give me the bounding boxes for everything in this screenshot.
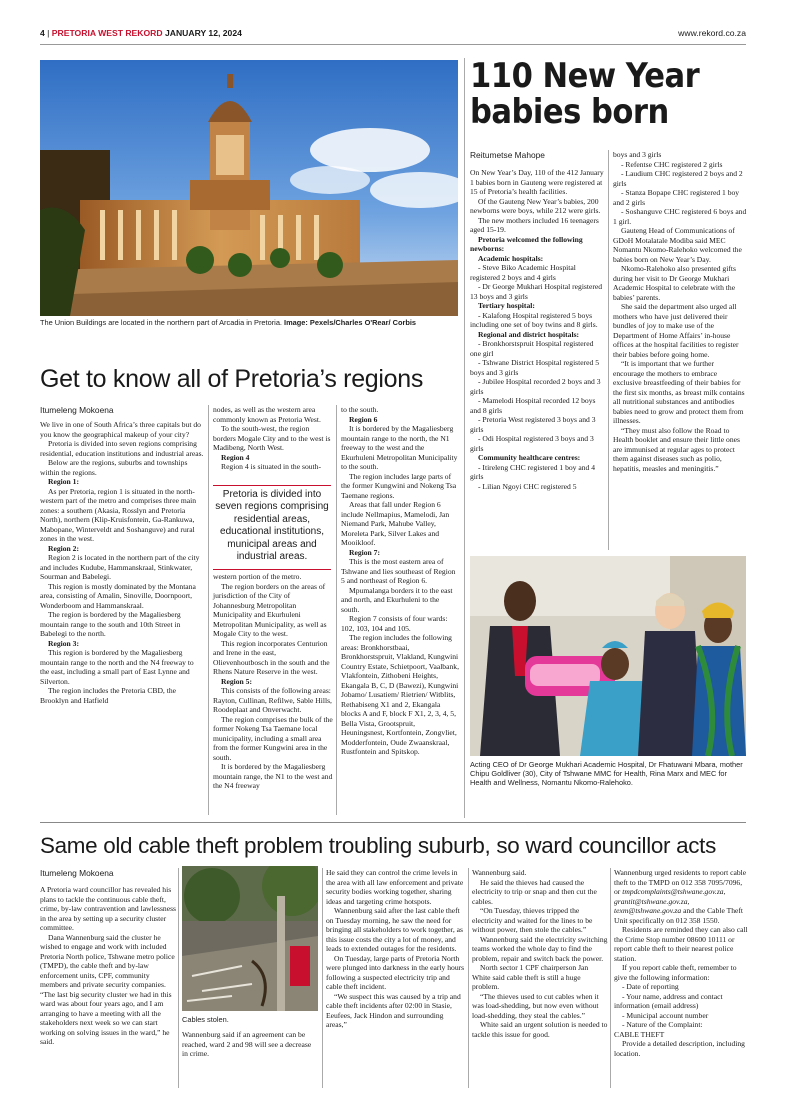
publication-name: PRETORIA WEST REKORD [51,28,163,38]
paragraph: He said the thieves had caused the electricity to trip or snap and then cut the cables. [472,877,597,906]
column-divider [336,405,337,815]
paragraph: A Pretoria ward councillor has revealed his plans to tackle the continuous cable theft, crime, by-law contravention and lawlessness in the area by setting up a security cluster committee. [40,885,177,932]
paragraph: - Tshwane District Hospital registered 5 boys and 3 girls [470,358,600,377]
subheading: Pretoria welcomed the following newborns: [470,234,583,253]
paragraph: North sector 1 CPF chairperson Jan White said cable theft is still a huge problem. [472,963,589,991]
website-url: www.rekord.co.za [678,28,746,38]
paragraph: To the south-west, the region borders Mogale City and to the west is Madibeng, North West. [213,424,331,452]
section-rule [40,822,746,823]
paragraph: - Kalafong Hospital registered 5 boys including one set of boy twins and 8 girls. [470,310,598,329]
cable-byline: Itumeleng Mokoena [40,868,114,878]
paragraph: - Your name, address and contact information (email address) [614,991,723,1010]
cable-photo-caption: Cables stolen. [182,1015,229,1024]
subheading: Region 7: [349,547,381,557]
column-divider [322,868,323,1088]
paragraph: Wannenburg said if an agreement can be reached, ward 2 and 98 will see a decrease in crime. [182,1030,312,1058]
regions-pull-quote: Pretoria is divided into seven regions comprising residential areas, educational institutions, municipal areas and industrial areas. [213,485,331,570]
page-number: 4 [40,28,45,38]
regions-column-2b [213,572,333,791]
paragraph: nodes, as well as the western area commonly known as Pretoria West. [213,405,321,424]
paragraph: - Date of reporting [622,982,679,991]
stolen-cables-photo [182,866,318,1011]
paragraph: - Nature of the Complaint: [622,1020,703,1029]
column-divider [610,868,611,1088]
paragraph: - Laudium CHC registered 2 boys and 2 girls [613,169,743,188]
regions-headline: Get to know all of Pretoria’s regions [40,365,424,393]
column-divider [608,150,609,550]
paragraph: The new mothers included 16 teenagers aged 15-19. [470,215,599,234]
regions-column-1 [40,420,204,705]
paragraph: The region is bordered by the Magaliesberg mountain range to the south and 10th Street in Babelegi to the north. [40,610,181,638]
paragraph: This region is bordered by the Magaliesberg mountain range to the north and the N4 freeway to the east, including a small part of East Lynne and Silverton. [40,648,194,686]
paragraph: The region includes large parts of the former Kungwini and Nokeng Tsa Taemane regions. [341,471,457,500]
paragraph: Region 2 is located in the northern part of the city and includes Kudube, Hammanskraal, Stinkwater, Sourman and Babelegi. [40,553,200,581]
paragraph: The region comprises the bulk of the former Nokeng Tsa Taemane local municipality, including a small area from the former Kungwini area in the south. [213,714,333,762]
paragraph: “The thieves used to cut cables when it was load-shedding, but now even without load-shedding, they steal the cables.” [472,991,599,1020]
paragraph: Region 4 is situated in the south- [221,462,321,471]
paragraph: western portion of the metro. [213,572,302,581]
subheading: Region 2: [48,543,80,553]
subheading: Tertiary hospital: [478,301,535,310]
column-divider [178,868,179,1088]
paragraph: If you report cable theft, remember to give the following information: [614,963,737,982]
page-header: 4 | PRETORIA WEST REKORD JANUARY 12, 2024 www.rekord.co.za [40,28,746,38]
paragraph: - Refentse CHC registered 2 girls [621,159,723,169]
paragraph: We live in one of South Africa’s three capitals but do you know the geographical makeup of your city? [40,420,201,439]
cable-column-3 [326,868,466,1030]
column-divider [208,405,209,815]
babies-byline: Reitumetse Mahope [470,150,545,160]
paragraph: Areas that fall under Region 6 include Nellmapius, Mamelodi, Jan Niemand Park, Mahube Valley, Moreleta Park, Silver Lakes and Mooikloof. [341,500,450,547]
paragraph: “It is important that we further encourage the mothers to embrace exclusive breastfeeding of their babies for the first six months, as breast milk contains all nutritional substances and antibodies babies need to grow and protect them from illnesses. [613,359,745,425]
paragraph: Residents are reminded they can also call the Crime Stop number 08600 10111 or report cable theft to their nearest police station. [614,925,748,963]
paragraph: - Itireleng CHC registered 1 boy and 4 girls [470,462,596,481]
cable-col5-intro: Wannenburg urged residents to report cable theft to the TMPD on 012 358 7095/7096, or tmpdcomplaints@tshwane.gov.za, grantit@tshwane.gov.za, texm@tshwane.gov.za and the Cable Theft Unit specifically on 012 358 1550. [614,868,747,925]
paragraph: The region borders on the areas of jurisdiction of the City of Johannesburg Metropolitan Municipality and Ekurhuleni Metropolitan Municipality, as well as Mogale City to the west. [213,581,327,638]
paragraph: Dana Wannenburg said the cluster he wished to engage and work with included Pretoria North police, Tshwane metro police (TMPD), the cable theft and by-law enforcement units, CPF, community members and private security companies. “The last big security cluster we had in this ward was about four years ago, and I am arranging to have a meeting with all the stakeholders next week so we can start working on solving issues in the ward,” he said. [40,932,175,1046]
paragraph: This region incorporates Centurion and Irene in the east, Olievenhoutbosch in the south and the Rhens Nature Reserve in the west. [213,638,330,676]
paragraph: - Stanza Bopape CHC registered 1 boy and 2 girls [613,188,740,207]
paragraph: - Dr George Mukhari Hospital registered 13 boys and 3 girls [470,282,603,301]
babies-headline: 110 New Year babies born [470,56,700,132]
paragraph: Wannenburg said. [472,868,527,877]
paragraph: As per Pretoria, region 1 is situated in the north-western part of the metro and comprises three main zones: a southern (Akasia, Rosslyn and Pretoria North), northern (Klip-Kruisfontein, Ga-Rankuwa, Mabopane, Winterveldt and Soshanguve) and rural zones in the west. [40,486,197,543]
babies-column-1 [470,168,605,491]
paragraph: - Soshanguve CHC registered 6 boys and 1 girl. [613,207,747,226]
regions-column-3 [341,405,459,757]
regions-byline: Itumeleng Mokoena [40,405,114,415]
paragraph: He said they can control the crime levels in the area with all law enforcement and private security bodies working together, sharing ideas and targeting crime hotspots. [326,868,464,906]
subheading: Academic hospitals: [478,253,544,263]
paragraph: - Pretoria West registered 3 boys and 3 girls [470,415,596,434]
paragraph: On Tuesday, large parts of Pretoria North were plunged into darkness in the early hours following a suspected electricity trip and cable theft incident. [326,953,465,991]
regions-photo-credit: Image: Pexels/Charles O'Rear/ Corbis [284,318,417,327]
cable-column-5 [614,868,748,1058]
paragraph: - Odi Hospital registered 3 boys and 3 girls [470,434,594,453]
issue-date: JANUARY 12, 2024 [164,28,242,38]
paragraph: - Lilian Ngoyi CHC registered 5 [478,481,577,491]
paragraph: Below are the regions, suburbs and townships within the regions. [40,458,188,477]
paragraph: Region 7 consists of four wards: 102, 103, 104 and 105. [341,614,448,633]
paragraph: - Municipal account number [622,1010,709,1020]
section-divider [464,58,465,818]
cable-column-2 [182,1030,318,1059]
paragraph: The region includes the following areas: Bronkhorstbaai, Bronkhorstspruit, Vlakland, Kungwini Country Estate, Schietpoort, Vaalbank, Vlakfontein, Zithobeni Heights, Ekangala B, C, D (Bawezi), Kungwini Jobamo/ Lusatiem/ Rietrien/ Witblits, Rethabiseng X1 and 2, Ekangala blocks A and F, block F X1, 2, 3, 4, 5, Bella Vista, Grootspruit, Heuningsnest, Kortfontein, Zongvliet, Modderfontein, Oude Zwaanskraal, Rustfontein and Spitskop. [341,633,459,756]
paragraph: This is the most eastern area of Tshwane and lies southeast of Region 5 and northeast of Region 6. [341,557,456,585]
subheading: Region 6 [349,414,378,424]
paragraph: CABLE THEFT [614,1029,665,1039]
cable-column-1 [40,885,178,1047]
paragraph: Nkomo-Ralehoko also presented gifts during her visit to Dr George Mukhari Academic Hospital to celebrate with the babies’ parents. [613,264,736,302]
paragraph: She said the department also urged all mothers who have just delivered their bundles of joy to make use of the Department of Home Affairs’ in-house offices at the hospital facilities to register their babies before going home. [613,302,739,359]
paragraph: It is bordered by the Magaliesberg mountain range, the N1 to the west and the N4 freeway [213,762,333,790]
subheading: Region 4 [221,452,250,462]
paragraph: “They must also follow the Road to Health booklet and ensure their little ones are immunised at regular ages to protect them against diseases such as polio, hepatitis, measles and meningitis.” [613,425,740,473]
header-rule [40,44,746,45]
subheading: Regional and district hospitals: [478,329,580,339]
hospital-visit-photo [470,556,746,756]
union-buildings-photo [40,60,458,316]
paragraph: Gauteng Head of Communications of GDoH Motalatale Modiba said MEC Nomantu Nkomo-Ralehoko welcomed the babies born on New Year’s Day. [613,226,742,264]
cable-column-4 [472,868,608,1039]
paragraph: - Jubilee Hospital recorded 2 boys and 3 girls [470,377,601,396]
paragraph: Pretoria is divided into seven regions comprising residential, education institutions and industrial areas. [40,439,204,458]
paragraph: “We suspect this was caused by a trip and cable theft incidents after 02:00 in Stasie, Eeufees, Jack Hindon and surrounding areas,” [326,991,461,1029]
paragraph: On New Year’s Day, 110 of the 412 January 1 babies born in Gauteng were registered at 15 of Pretoria’s health facilities. [470,168,604,196]
subheading: Community healthcare centres: [478,453,581,462]
paragraph: Provide a detailed description, including location. [614,1039,745,1058]
subheading: Region 5: [221,676,253,686]
paragraph: to the south. [341,405,379,414]
babies-photo-caption: Acting CEO of Dr George Mukhari Academic Hospital, Dr Fhatuwani Mbara, mother Chipu Goldliver (30), City of Tshwane MMC for Health, Rina Marx and MEC for Health and Wellness, Nomantu Nkomo-Ralehoko. [470,760,743,787]
babies-column-2 [613,150,747,473]
paragraph: Of the Gauteng New Year’s babies, 200 newborns were boys, while 212 were girls. [470,196,601,215]
paragraph: This consists of the following areas: Rayton, Cullinan, Refilwe, Sable Hills, Roodeplaat and Onverwacht. [213,686,332,714]
paragraph: - Bronkhorstspruit Hospital registered one girl [470,339,594,358]
paragraph: The region includes the Pretoria CBD, the Brooklyn and Hatfield [40,686,177,705]
paragraph: Mpumalanga borders it to the east and north, and Ekurhuleni to the south. [341,585,453,614]
regions-column-2a [213,405,333,472]
subheading: Region 3: [48,638,80,648]
paragraph: - Mamelodi Hospital recorded 12 boys and 8 girls [470,396,596,415]
paragraph: “On Tuesday, thieves tripped the electricity and waited for the lines to be without power, then stole the cables.” [472,906,593,934]
cable-col5-body [614,925,748,1058]
paragraph: - Steve Biko Academic Hospital registered 2 boys and 4 girls [470,263,576,282]
paragraph: It is bordered by the Magaliesberg mountain range to the north, the N1 freeway to the west and the Ekurhuleni Metropolitan Municipality to the south. [341,424,458,471]
paragraph: White said an urgent solution is needed to tackle this issue for good. [472,1020,608,1039]
report-emails[interactable]: tmpdcomplaints@tshwane.gov.za, grantit@tshwane.gov.za, texm@tshwane.gov.za [614,887,726,915]
regions-photo-caption: The Union Buildings are located in the northern part of Arcadia in Pretoria. Image: Pexels/Charles O'Rear/ Corbis [40,318,417,327]
column-divider [468,868,469,1088]
subheading: Region 1: [48,477,80,486]
cable-headline: Same old cable theft problem troubling suburb, so ward councillor acts [40,833,716,858]
paragraph: boys and 3 girls [613,150,662,159]
paragraph: Wannenburg said after the last cable theft on Tuesday morning, he saw the need for bringing all stakeholders to work together, as this issue costs the city a lot of money, and leads to extended outages for the residents. [326,906,463,953]
paragraph: Wannenburg said the electricity switching teams worked the whole day to find the problem, repair and switch back the power. [472,934,608,963]
paragraph: This region is mostly dominated by the Montana area, consisting of Amalin, Sinoville, Doornpoort, Wonderboom and Hammanskraal. [40,581,196,610]
